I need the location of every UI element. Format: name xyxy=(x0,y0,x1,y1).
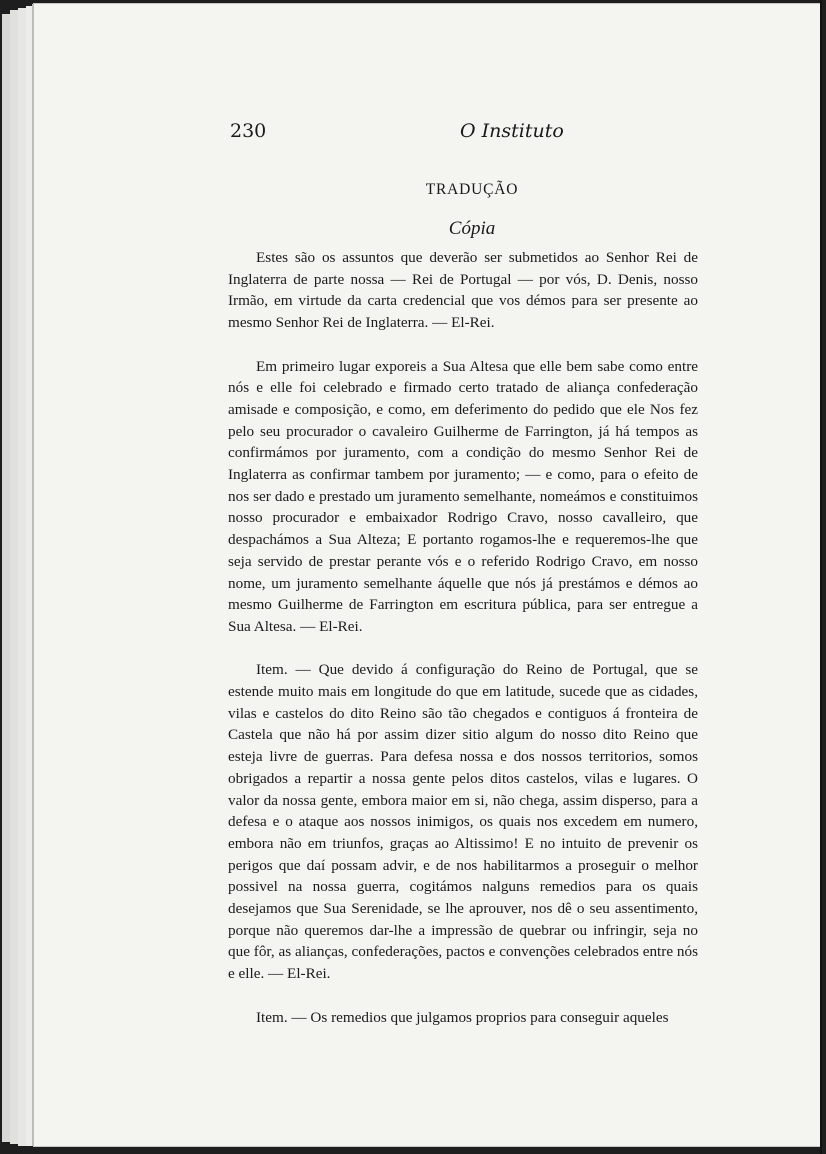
paragraph: Estes são os assuntos que deverão ser submetidos ao Senhor Rei de Inglaterra de parte nossa — Rei de Portugal — por vós, D. Denis, nosso Irmão, em virtude da carta credencial que vos démos para ser presente ao mesmo Senhor Rei de Inglaterra. — El-Rei. xyxy=(228,249,698,332)
scan-border xyxy=(820,0,822,1154)
page-sheet xyxy=(34,4,820,1146)
section-title: TRADUÇÃO xyxy=(425,181,519,198)
body-text xyxy=(228,247,698,1028)
paragraph: Item. — Que devido á configuração do Reino de Portugal, que se estende muito mais em longitude do que em latitude, sucede que as cidades, vilas e castelos do dito Reino são tão chegados e contiguos á fronteira de Castela que não há por assim dizer sitio algum do nosso dito Reino que esteja livre de guerras. Para defesa nossa e dos nossos territorios, somos obrigados a repartir a nossa gente pelos ditos castelos, vilas e lugares. O valor da nossa gente, embora maior em si, não chega, assim disperso, para a defesa e o ataque aos nossos inimigos, os quais nos excedem em numero, embora não em triunfos, graças ao Altissimo! E no intuito de prevenir os perigos que daí possam advir, e de nos habilitarmos a proseguir o melhor possivel na nossa guerra, cogitámos nalguns remedios para os quais desejamos que Sua Serenidade, se lhe aprouver, nos dê o seu assentimento, porque não queremos dar-lhe a impressão de quebrar ou infringir, seja no que fôr, as alianças, confederações, pactos e convenções celebrados entre nós e elle. — El-Rei. xyxy=(228,661,698,983)
section-subtitle: Cópia xyxy=(448,218,496,239)
page-number: 230 xyxy=(230,120,267,142)
journal-title: O Instituto xyxy=(460,120,564,142)
running-head xyxy=(230,120,564,148)
paragraph: Item. — Os remedios que julgamos proprios para conseguir aqueles xyxy=(256,1008,669,1026)
paragraph: Em primeiro lugar exporeis a Sua Altesa que elle bem sabe como entre nós e elle foi celebrado e firmado certo tratado de aliança confederação amisade e composição, e como, em deferimento do pedido que ele Nos fez pelo seu procurador o cavaleiro Guilherme de Farrington, já há tempos as confirmámos por juramento, com a condição do mesmo Senhor Rei de Inglaterra as confirmar tambem por juramento; — e como, para o efeito de nos ser dado e prestado um juramento semelhante, nomeámos e constituimos nosso procurador e embaixador Rodrigo Cravo, nosso cavalleiro, que despachámos a Sua Alteza; E portanto rogamos-lhe e requeremos-lhe que seja servido de prestar perante vós e o referido Rodrigo Cravo, em nosso nome, um juramento semelhante áquelle que nós já prestámos e démos ao mesmo Guilherme de Farrington em escritura pública, para ser entregue a Sua Altesa. — El-Rei. xyxy=(228,357,698,635)
